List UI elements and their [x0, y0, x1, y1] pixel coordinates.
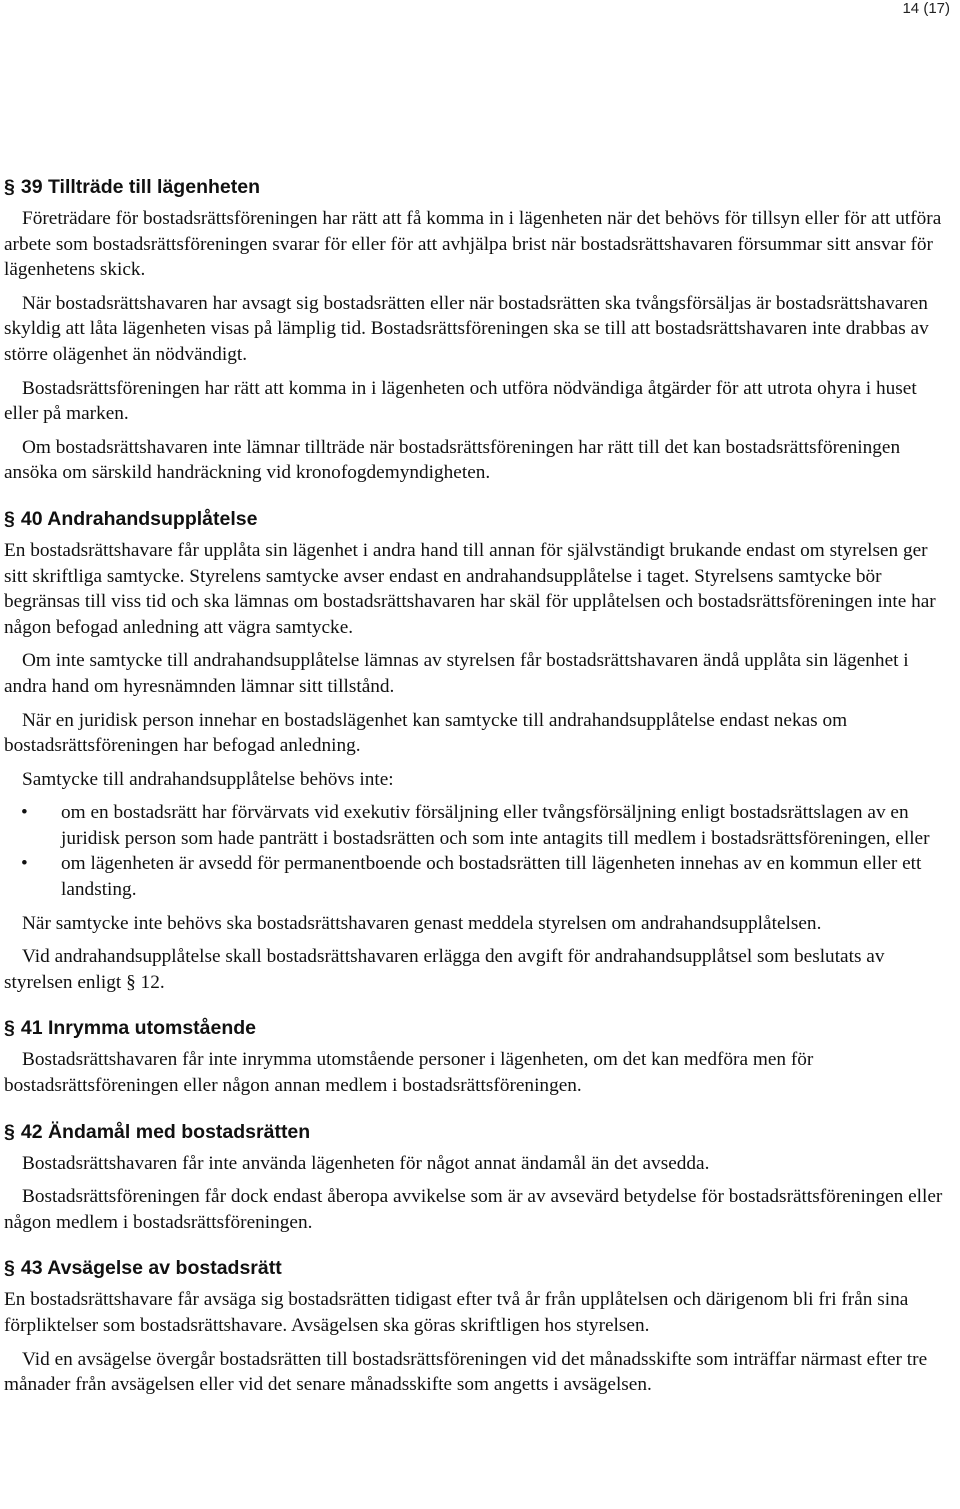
- section-title: 43 Avsägelse av bostadsrätt: [20, 1257, 282, 1280]
- paragraph: När en juridisk person innehar en bostadslägenhet kan samtycke till andrahandsupplåtelse endast nekas om bostadsrättsföreningen har befogad anledning.: [4, 709, 848, 757]
- list-item-text: om lägenheten är avsedd för permanentboende och bostadsrätten till lägenheten innehas av en kommun eller ett landsting.: [61, 853, 922, 901]
- section-39: [4, 174, 950, 486]
- section-sign: §: [4, 507, 15, 530]
- bullet-icon: •: [21, 853, 28, 875]
- section-43: [4, 1255, 950, 1397]
- paragraph: Bostadsrättshavaren får inte inrymma utomstående personer i lägenheten, om det kan medföra men för bostadsrättsföreningen eller någon annan medlem i bostadsrättsföreningen.: [4, 1049, 814, 1097]
- section-title: 41 Inrymma utomstående: [20, 1017, 257, 1040]
- section-heading: [4, 506, 950, 532]
- paragraph: Om bostadsrättshavaren inte lämnar tillträde när bostadsrättsföreningen har rätt till det kan bostadsrättsföreningen ansöka om särskild handräckning vid kronofogdemyndigheten.: [4, 436, 901, 484]
- list-item: [4, 800, 950, 851]
- paragraph: Vid andrahandsupplåtelse skall bostadsrättshavaren erlägga den avgift för andrahandsupplåtsel som beslutats av styrelsen enligt § 12.: [4, 946, 885, 993]
- list-item-text: om en bostadsrätt har förvärvats vid exekutiv försäljning eller tvångsförsäljning enligt bostadsrättslagen av en juridisk person som hade panträtt i bostadsrätten och som inte antagits till medlem i bostadsrättsföreningen, eller: [61, 802, 930, 849]
- paragraph: Om inte samtycke till andrahandsupplåtelse lämnas av styrelsen får bostadsrättshavaren ändå upplåta sin lägenhet i andra hand om hyresnämnden lämnar sitt tillstånd.: [4, 650, 909, 697]
- page-number: 14 (17): [902, 0, 950, 17]
- section-42: [4, 1119, 950, 1236]
- paragraph: Samtycke till andrahandsupplåtelse behövs inte:: [22, 768, 394, 790]
- list-item: [4, 851, 950, 902]
- section-41: [4, 1015, 950, 1098]
- paragraph: Företrädare för bostadsrättsföreningen har rätt att få komma in i lägenheten när det behövs för tillsyn eller för att utföra arbete som bostadsrättsföreningen svarar för eller för att avhjälpa brist när bostadsrättshavaren försummar sitt ansvar för lägenhetens skick.: [4, 208, 942, 281]
- section-sign: §: [4, 176, 15, 198]
- paragraph: Bostadsrättsföreningen får dock endast åberopa avvikelse som är av avsevärd betydelse för bostadsrättsföreningen eller någon medlem i bostadsrättsföreningen.: [4, 1186, 943, 1233]
- section-40: [4, 506, 950, 996]
- bullet-icon: •: [21, 802, 28, 824]
- paragraph: Bostadsrättshavaren får inte använda lägenheten för något annat ändamål än det avsedda.: [22, 1152, 710, 1174]
- document-body: [4, 174, 950, 1418]
- section-title: 42 Ändamål med bostadsrätten: [20, 1120, 311, 1143]
- section-sign: §: [4, 1017, 15, 1040]
- bullet-list: [4, 800, 950, 902]
- section-heading: [4, 1015, 950, 1041]
- section-heading: [4, 174, 950, 200]
- section-title: 40 Andrahandsupplåtelse: [20, 507, 258, 530]
- section-heading: [4, 1255, 950, 1281]
- paragraph: När samtycke inte behövs ska bostadsrättshavaren genast meddela styrelsen om andrahandsupplåtelsen.: [22, 912, 822, 934]
- paragraph: En bostadsrättshavare får avsäga sig bostadsrätten tidigast efter två år från upplåtelsen och därigenom bli fri från sina förpliktelser som bostadsrättshavare. Avsägelsen ska göras skriftligen hos styrelsen.: [4, 1289, 909, 1336]
- paragraph: Vid en avsägelse övergår bostadsrätten till bostadsrättsföreningen vid det månadsskifte som inträffar närmast efter tre månader från avsägelsen eller vid det senare månadsskifte som angetts i avsägelsen.: [4, 1348, 928, 1396]
- paragraph: En bostadsrättshavare får upplåta sin lägenhet i andra hand till annan för självständigt brukande endast om styrelsen ger sitt skriftliga samtycke. Styrelens samtycke avser endast en andrahandsupplåtelse i taget. Styrelsens samtycke bör begränsas till viss tid och ska lämnas om bostadsrättshavaren har skäl för upplåtelsen och bostadsrättsföreningen inte har någon befogad anledning att vägra samtycke.: [4, 539, 936, 638]
- section-heading: [4, 1119, 950, 1145]
- section-title: 39 Tillträde till lägenheten: [20, 176, 260, 198]
- section-sign: §: [4, 1120, 15, 1143]
- paragraph: När bostadsrättshavaren har avsagt sig bostadsrätten eller när bostadsrätten ska tvångsförsäljas är bostadsrättshavaren skyldig att låta lägenheten visas på lämplig tid. Bostadsrättsföreningen ska se till att bostadsrättshavaren inte drabbas av större olägenhet än nödvändigt.: [4, 292, 929, 365]
- section-sign: §: [4, 1257, 15, 1280]
- paragraph: Bostadsrättsföreningen har rätt att komma in i lägenheten och utföra nödvändiga åtgärder för att utrota ohyra i huset eller på marken.: [4, 377, 917, 425]
